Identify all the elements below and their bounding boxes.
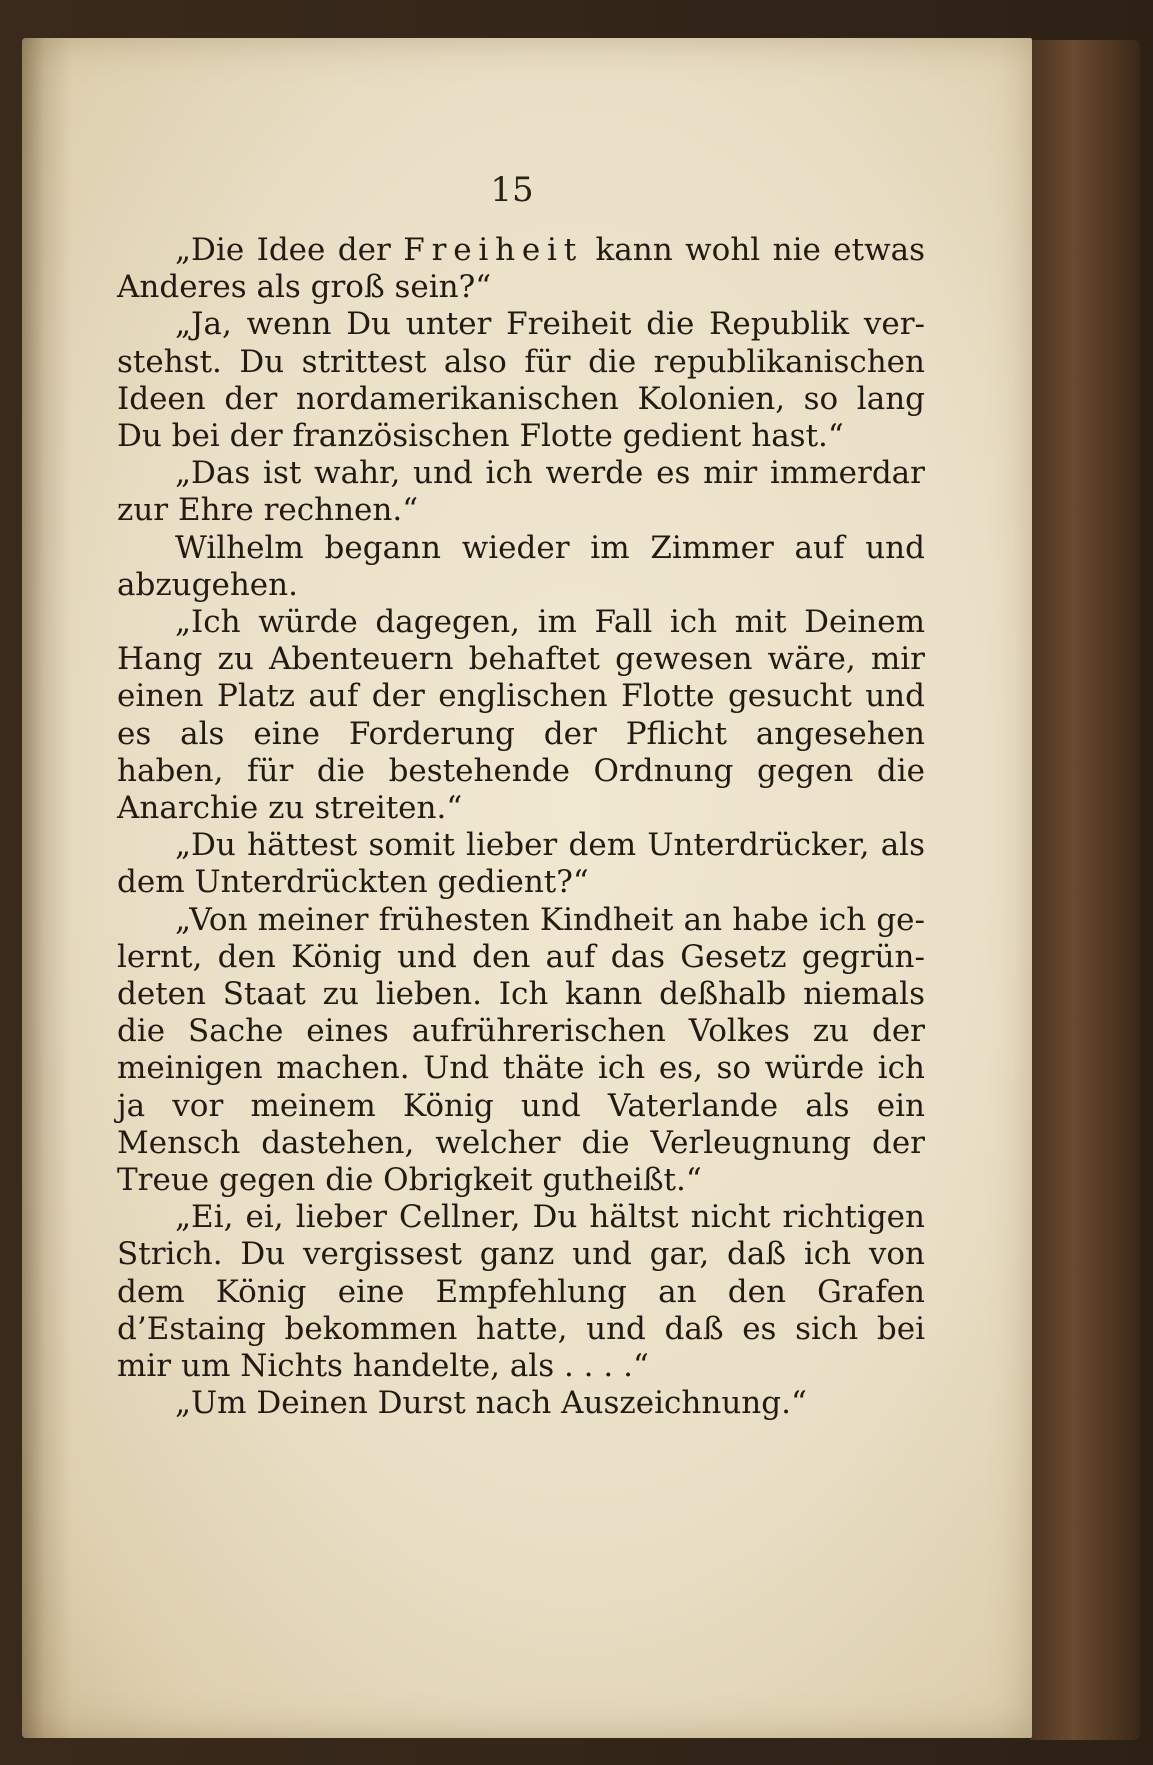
book-cover-edge (1030, 40, 1140, 1740)
paragraph-4: Wilhelm begann wieder im Zimmer auf und abzugehen. (117, 529, 925, 603)
paragraph-9: „Um Deinen Durst nach Auszeichnung.“ (175, 1385, 807, 1422)
paragraph-1 (117, 232, 925, 306)
paragraph-6: „Du hättest somit lieber dem Unterdrücker, als dem Unterdrückten gedient?“ (117, 827, 925, 901)
page-number: 15 (490, 170, 534, 210)
page-text (117, 232, 925, 1423)
paragraph-1-before: „Die Idee der (175, 232, 404, 268)
paragraph-1-after: kann wohl nie etwas Anderes als groß sein?“ (117, 232, 925, 306)
paragraph-8: „Ei, ei, lieber Cellner, Du hältst nicht richtigen Strich. Du vergissest ganz und gar, daß ich von dem König eine Empfehlung an den Grafen d’Estaing bekommen hatte, und daß es sich bei mir um Nichts handelte, als . . . .“ (117, 1199, 925, 1385)
page-gutter-shadow (22, 38, 72, 1738)
emphasis-freiheit: Freiheit (403, 232, 584, 268)
paragraph-3: „Das ist wahr, und ich werde es mir immerdar zur Ehre rechnen.“ (117, 455, 925, 529)
paragraph-5: „Ich würde dagegen, im Fall ich mit Deinem Hang zu Abenteuern behaftet gewesen wäre, mir einen Platz auf der englischen Flotte gesucht und es als eine Forderung der Pflicht angesehen haben, für die bestehende Ordnung gegen die Anarchie zu streiten.“ (117, 604, 925, 827)
paragraph-2: „Ja, wenn Du unter Freiheit die Republik verstehst. Du strittest also für die republikanischen Ideen der nordamerikanischen Kolonien, so lang Du bei der französischen Flotte gedient hast.“ (117, 306, 925, 455)
paragraph-7: „Von meiner frühesten Kindheit an habe ich gelernt, den König und den auf das Gesetz gegründeten Staat zu lieben. Ich kann deßhalb niemals die Sache eines aufrührerischen Volkes zu der meinigen machen. Und thäte ich es, so würde ich ja vor meinem König und Vaterlande als ein Mensch dastehen, welcher die Verleugnung der Treue gegen die Obrigkeit gutheißt.“ (117, 901, 925, 1199)
